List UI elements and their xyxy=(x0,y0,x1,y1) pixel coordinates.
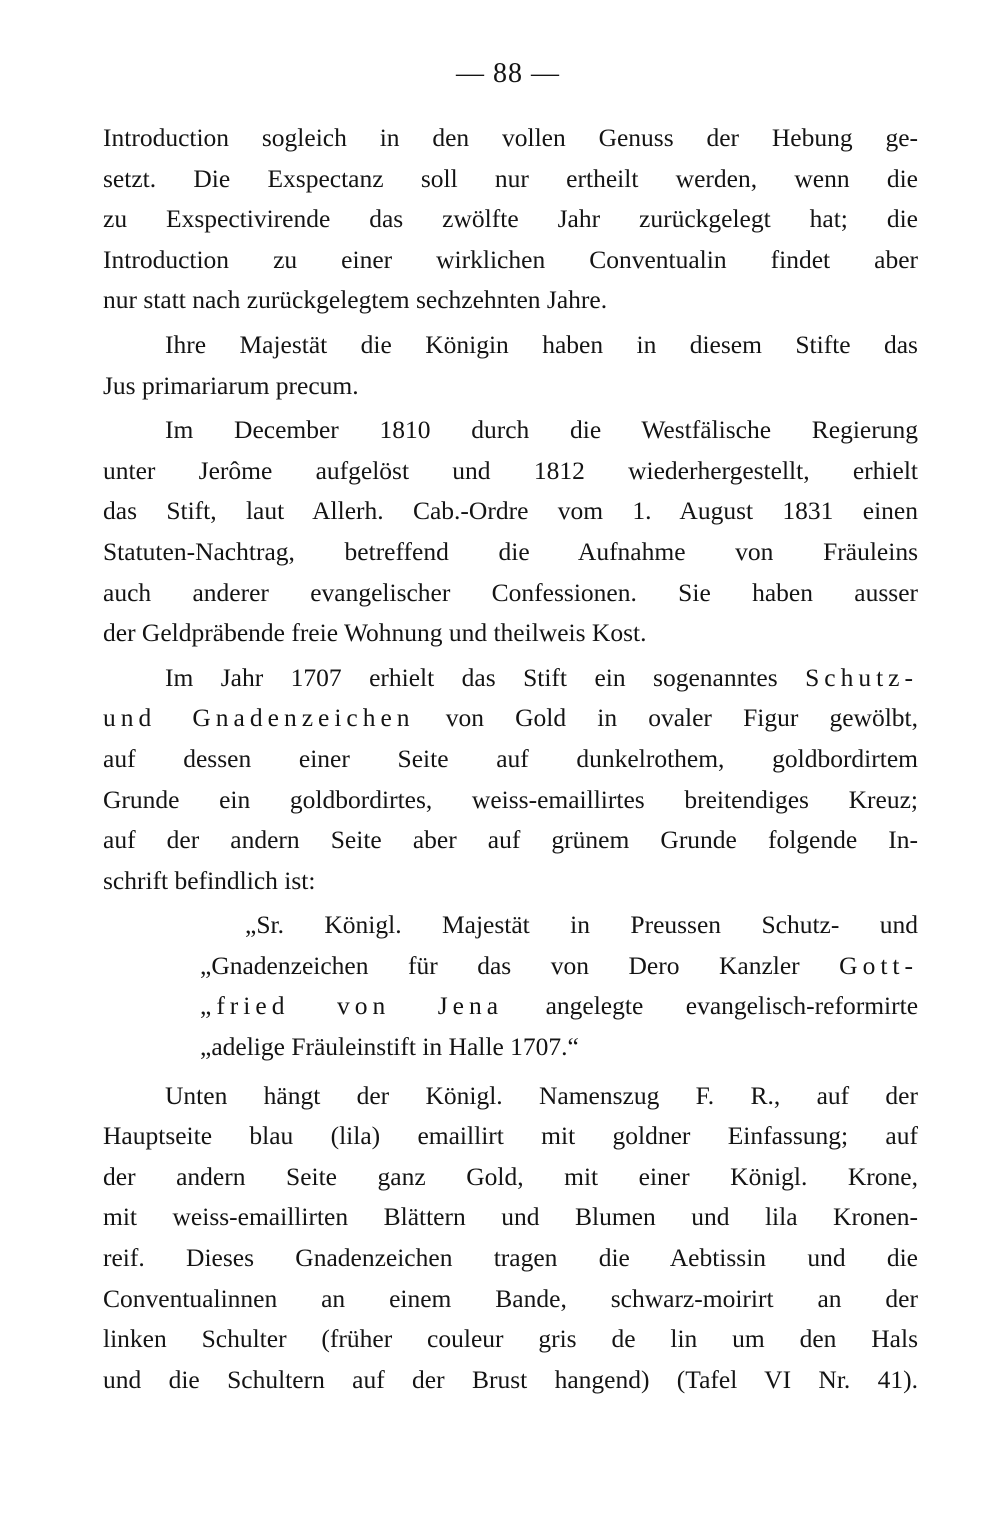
text-line: Conventualinnen an einem Bande, schwarz-moirirt an der xyxy=(103,1283,918,1313)
quote-line xyxy=(103,946,918,987)
text-line: Unten hängt der Königl. Namenszug F. R., auf der xyxy=(165,1080,918,1110)
spaced-text: Gott- xyxy=(839,950,918,980)
text-line: auch anderer evangelischer Confessionen. Sie haben ausser xyxy=(103,577,918,607)
paragraph-2 xyxy=(103,325,918,406)
text-line: der andern Seite ganz Gold, mit einer Königl. Krone, xyxy=(103,1161,918,1191)
text-line: setzt. Die Exspectanz soll nur ertheilt werden, wenn die xyxy=(103,163,918,193)
text-fragment: Im Jahr 1707 erhielt das Stift ein sogenanntes xyxy=(165,662,806,692)
text-line: nur statt nach zurückgelegtem sechzehnten Jahre. xyxy=(103,285,608,315)
text-line: der Geldpräbende freie Wohnung und theilweis Kost. xyxy=(103,618,647,648)
text-line: auf der andern Seite aber auf grünem Grunde folgende In- xyxy=(103,825,918,855)
text-line: mit weiss-emaillirten Blättern und Blumen und lila Kronen- xyxy=(103,1202,918,1232)
text-line: das Stift, laut Allerh. Cab.-Ordre vom 1. August 1831 einen xyxy=(103,496,918,526)
text-line: Statuten-Nachtrag, betreffend die Aufnahme von Fräuleins xyxy=(103,536,918,566)
text-line: linken Schulter (früher couleur gris de lin um den Hals xyxy=(103,1324,918,1354)
text-line: unter Jerôme aufgelöst und 1812 wiederhergestellt, erhielt xyxy=(103,455,918,485)
text-line: Jus primariarum precum. xyxy=(103,370,359,400)
text-fragment: von Gold in ovaler Figur gewölbt, xyxy=(414,703,918,733)
text-line: Im December 1810 durch die Westfälische Regierung xyxy=(165,415,918,445)
page-number: — 88 — xyxy=(456,58,560,89)
quote-line: „Sr. Königl. Majestät in Preussen Schutz- und xyxy=(245,910,918,940)
text-line: Grunde ein goldbordirtes, weiss-emaillirtes breitendiges Kreuz; xyxy=(103,784,918,814)
spaced-text: „fried von Jena xyxy=(200,991,504,1021)
text-line: Ihre Majestät die Königin haben in diesem Stifte das xyxy=(165,329,918,359)
text-line: reif. Dieses Gnadenzeichen tragen die Aebtissin und die xyxy=(103,1243,918,1273)
text-line xyxy=(103,658,918,699)
text-line xyxy=(103,698,918,739)
paragraph-3 xyxy=(103,410,918,654)
text-line: zu Exspectivirende das zwölfte Jahr zurückgelegt hat; die xyxy=(103,204,918,234)
text-line: und die Schultern auf der Brust hangend) (Tafel VI Nr. 41). xyxy=(103,1364,918,1394)
text-line: Introduction sogleich in den vollen Genuss der Hebung ge- xyxy=(103,123,918,152)
paragraph-5 xyxy=(103,1076,918,1401)
spaced-text: Schutz- xyxy=(805,662,918,692)
paragraph-4 xyxy=(103,658,918,902)
text-line: auf dessen einer Seite auf dunkelrothem, goldbordirtem xyxy=(103,743,918,773)
text-fragment: „Gnadenzeichen für das von Dero Kanzler xyxy=(200,950,840,980)
body-text xyxy=(103,118,918,1400)
text-line: Hauptseite blau (lila) emaillirt mit goldner Einfassung; auf xyxy=(103,1121,918,1151)
spaced-text: und Gnadenzeichen xyxy=(103,703,415,733)
quote-line: „adelige Fräuleinstift in Halle 1707.“ xyxy=(200,1032,579,1062)
paragraph-1 xyxy=(103,118,918,321)
quote-line xyxy=(103,986,918,1027)
text-line: schrift befindlich ist: xyxy=(103,865,316,895)
text-fragment: angelegte evangelisch-reformirte xyxy=(503,991,918,1021)
inscription-quote xyxy=(103,905,918,1067)
text-line: Introduction zu einer wirklichen Conventualin findet aber xyxy=(103,244,918,274)
